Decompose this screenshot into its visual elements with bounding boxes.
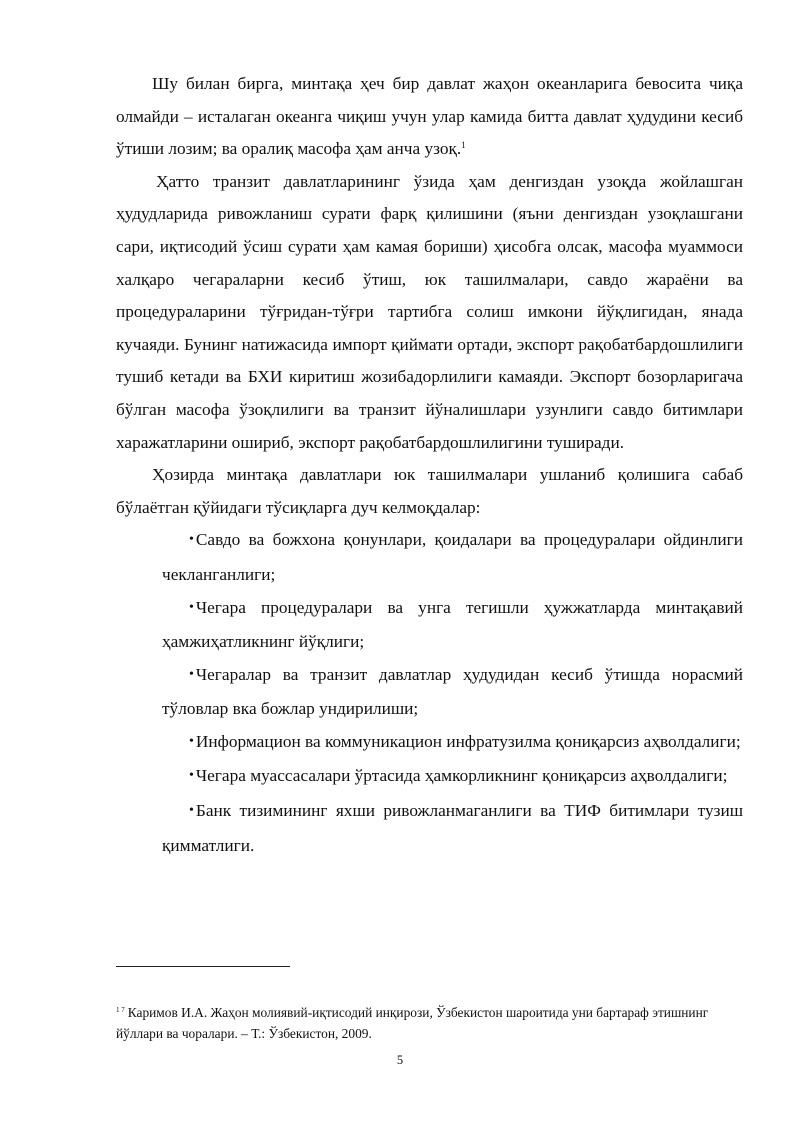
list-item [162, 524, 743, 591]
footnote [116, 1000, 743, 1044]
bullet-icon: • [189, 666, 194, 682]
list-item-text: Чегара муассасалари ўртасида ҳамкорликнинг қониқарсиз аҳволдалиги; [195, 766, 728, 786]
paragraph-2: Ҳатто транзит давлатларининг ўзида ҳам денгиздан узоқда жойлашган ҳудудларида ривожланиш сурати фарқ қилишини (яъни денгиздан узоқлашгани сари, иқтисодий ўсиш сурати ҳам камая бориши) ҳисобга олсак, масофа муаммоси халқаро чегараларни кесиб ўтиш, юк ташилмалари, савдо жараёни ва процедураларини тўғридан-тўғри тартибга солиш имкони йўқлигидан, янада кучаяди. Бунинг натижасида импорт қиймати ортади, экспорт рақобатбардошлилиги тушиб кетади ва БХИ киритиш жозибадорлилиги камаяди. Экспорт бозорларигача бўлган масофа ўзоқлилиги ва транзит йўналишлари узунлиги савдо битимлари харажатларини ошириб, экспорт рақобатбардошлилигини туширади. [116, 171, 743, 452]
footnote-marker: 1 7 [116, 1006, 125, 1014]
list-item-text: Чегара процедуралари ва унга тегишли ҳужжатларда минтақавий ҳамжиҳатликнинг йўқлиги; [162, 597, 743, 652]
page-body [116, 68, 743, 862]
list-item [162, 659, 743, 726]
footnote-divider [116, 966, 290, 967]
list-item-text: Чегаралар ва транзит давлатлар ҳудудидан кесиб ўтишда норасмий тўловлар вка божлар ундирилиши; [162, 664, 743, 719]
list-item [162, 592, 743, 659]
list-item-text: Информацион ва коммуникацион инфратузилма қониқарсиз аҳволдалиги; [195, 731, 741, 751]
bullet-icon: • [189, 599, 194, 615]
paragraph-3: Ҳозирда минтақа давлатлари юк ташилмалари ушланиб қолишига сабаб бўлаётган қўйидаги тўсиқларга дуч келмоқдалар: [116, 465, 743, 517]
list-item [162, 760, 743, 795]
list-item-text: Савдо ва божхона қонунлари, қоидалари ва процедуралари ойдинлиги чекланганлиги; [162, 530, 743, 584]
footnote-reference: 1 [461, 140, 466, 151]
list-item [162, 726, 743, 761]
list-item-text: Банк тизимининг яхши ривожланмаганлиги ва ТИФ битимлари тузиш қимматлиги. [162, 801, 743, 855]
list-item [162, 795, 743, 862]
bullet-icon: • [189, 803, 194, 819]
page-number: 5 [396, 1053, 404, 1067]
bullet-icon: • [189, 733, 194, 749]
paragraph-1-text: Шу билан бирга, минтақа ҳеч бир давлат жаҳон океанларига бевосита чиқа олмайди – исталаган океанга чиқиш учун улар камида битта давлат ҳудудини кесиб ўтиши лозим; ва оралиқ масофа ҳам анча узоқ. [116, 74, 743, 159]
obstacle-list [116, 524, 743, 862]
bullet-icon: • [189, 768, 194, 784]
footnote-text: Каримов И.А. Жаҳон молиявий-иқтисодий инқирози, Ўзбекистон шароитида уни бартараф этишнинг йўллари ва чоралари. – Т.: Ўзбекистон, 2009. [116, 1005, 709, 1041]
bullet-icon: • [189, 532, 194, 548]
paragraph-1 [116, 68, 743, 166]
